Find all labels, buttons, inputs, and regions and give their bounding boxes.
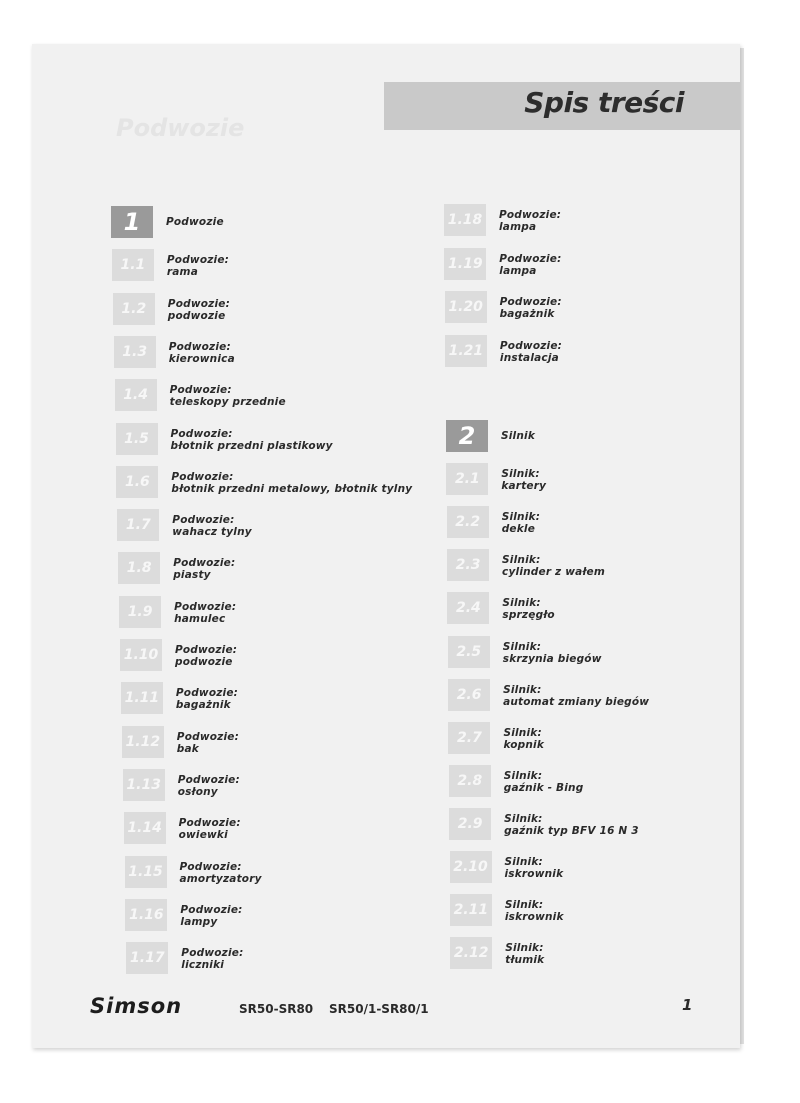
section-heading: Podwozie:: [499, 296, 562, 308]
section-label: [173, 557, 235, 581]
section-subtitle: podwozie: [175, 656, 233, 668]
section-number-badge: 1.17: [126, 942, 168, 974]
section-subtitle: sprzęgło: [502, 609, 555, 622]
section-number-badge: 1.21: [445, 335, 487, 367]
section-number-badge: 2.7: [448, 722, 490, 754]
section-subtitle: teleskopy przednie: [169, 396, 286, 409]
section-label: [505, 856, 564, 880]
section-subtitle: gaźnik - Bing: [503, 781, 584, 794]
section-subtitle: kopnik: [503, 738, 545, 751]
section-heading: Silnik:: [504, 899, 544, 912]
section-number-badge: 1.19: [444, 248, 486, 280]
section-label: [505, 899, 564, 923]
section-subtitle: lampa: [499, 264, 537, 277]
section-heading: Podwozie:: [180, 903, 243, 916]
section-number-badge: 1.7: [117, 509, 159, 541]
section-label: [175, 644, 237, 668]
section-number-badge: 1.18: [444, 204, 486, 236]
section-subtitle: błotnik przedni metalowy, błotnik tylny: [171, 482, 413, 495]
section-subtitle: cylinder z wałem: [502, 566, 606, 579]
section-number-badge: 1.3: [114, 336, 156, 368]
section-label: [501, 430, 535, 442]
section-label: [499, 253, 561, 277]
section-label: [503, 641, 602, 665]
section-heading: Podwozie:: [169, 384, 232, 397]
section-heading: Podwozie:: [171, 470, 234, 483]
section-number-badge: 1.13: [123, 769, 165, 801]
section-label: [501, 468, 546, 492]
section-heading: Silnik: [501, 430, 536, 442]
section-subtitle: bagażnik: [175, 699, 231, 712]
section-heading: Podwozie:: [179, 860, 242, 873]
page-number: 1: [682, 996, 693, 1014]
section-subtitle: lampy: [180, 915, 218, 928]
section-label: [166, 216, 224, 228]
section-label: [176, 687, 238, 711]
section-subtitle: kartery: [501, 480, 547, 493]
section-heading: Podwozie:: [181, 947, 244, 960]
section-label: [172, 514, 252, 538]
section-subtitle: iskrownik: [504, 868, 564, 880]
section-heading: Silnik:: [504, 812, 543, 825]
section-label: [179, 817, 241, 841]
section-label: [177, 731, 239, 755]
section-heading: Silnik:: [501, 511, 541, 524]
section-number-badge: 1.1: [112, 249, 154, 281]
page-edge-shadow: [740, 48, 744, 1044]
section-label: [499, 209, 561, 233]
section-number-badge: 1.20: [445, 291, 487, 323]
section-number-badge: 1.12: [122, 726, 164, 758]
section-label: [174, 601, 236, 625]
section-label: [502, 554, 605, 578]
section-heading: Podwozie:: [167, 297, 230, 310]
page-title: Spis treści: [524, 86, 684, 119]
section-subtitle: bak: [176, 742, 199, 755]
section-number-badge: 2.3: [447, 549, 489, 581]
section-number-badge: 1.2: [113, 293, 155, 325]
section-heading: Podwozie:: [499, 209, 562, 221]
section-number-badge: 1.4: [115, 379, 157, 411]
section-label: [500, 296, 562, 320]
section-heading: Podwozie:: [168, 340, 231, 353]
section-heading: Podwozie:: [499, 252, 562, 265]
section-subtitle: tłumik: [505, 954, 545, 967]
section-subtitle: kierownica: [168, 352, 235, 365]
section-label: [180, 904, 242, 928]
section-number-badge: 1.11: [121, 682, 163, 714]
section-heading: Silnik:: [503, 769, 543, 782]
section-heading: Podwozie:: [172, 514, 235, 527]
section-label: [502, 597, 554, 621]
section-heading: Podwozie:: [174, 600, 237, 613]
section-number-badge: 2.2: [447, 506, 489, 538]
section-label: [505, 942, 544, 966]
section-heading: Podwozie:: [166, 254, 230, 267]
section-heading: Silnik:: [505, 942, 544, 955]
section-heading: Podwozie:: [178, 817, 241, 830]
section-label: [178, 774, 240, 798]
section-label: [171, 428, 333, 452]
section-label: [171, 471, 412, 495]
section-number-badge: 2.10: [450, 851, 492, 883]
section-label: [503, 684, 649, 708]
section-heading: Podwozie:: [175, 644, 238, 656]
section-heading: Silnik:: [502, 640, 542, 653]
section-label: [169, 341, 235, 365]
section-number-badge: 2.5: [448, 636, 490, 668]
section-subtitle: liczniki: [181, 959, 225, 972]
section-subtitle: osłony: [177, 785, 218, 798]
section-subtitle: dekle: [501, 523, 536, 536]
section-subtitle: owiewki: [178, 829, 228, 842]
section-subtitle: hamulec: [174, 612, 226, 625]
section-number-badge: 2.4: [447, 592, 489, 624]
section-label: [500, 340, 562, 364]
section-heading: Silnik:: [504, 856, 543, 868]
section-number-badge: 1.14: [124, 812, 166, 844]
section-subtitle: gaźnik typ BFV 16 N 3: [504, 824, 639, 837]
section-number-badge: 2.8: [449, 765, 491, 797]
section-label: [181, 947, 243, 971]
section-number-badge: 2: [446, 420, 488, 452]
section-label: [180, 861, 262, 885]
section-number-badge: 1.6: [116, 466, 158, 498]
section-subtitle: błotnik przedni plastikowy: [170, 439, 333, 452]
section-number-badge: 2.9: [449, 808, 491, 840]
section-number-badge: 2.6: [448, 679, 490, 711]
section-subtitle: instalacja: [499, 351, 559, 364]
section-heading: Silnik:: [502, 597, 541, 610]
section-heading: Podwozie:: [173, 557, 236, 570]
section-label: [504, 770, 584, 794]
section-number-badge: 2.1: [446, 463, 488, 495]
section-number-badge: 1.9: [119, 596, 161, 628]
section-heading: Podwozie:: [170, 427, 233, 440]
section-heading: Podwozie:: [177, 773, 240, 786]
title-banner: [384, 82, 740, 130]
document-page: [32, 44, 740, 1048]
section-heading: Podwozie: [166, 216, 224, 228]
section-heading: Podwozie:: [176, 730, 239, 743]
section-label: [168, 298, 230, 322]
section-subtitle: skrzynia biegów: [502, 652, 602, 665]
footer-models-b: SR50/1-SR80/1: [329, 1002, 429, 1016]
section-number-badge: 1.8: [118, 552, 160, 584]
watermark-text: Podwozie: [116, 114, 245, 142]
section-subtitle: bagażnik: [499, 308, 555, 320]
section-label: [170, 384, 286, 408]
section-number-badge: 1.10: [120, 639, 162, 671]
section-subtitle: podwozie: [167, 309, 226, 322]
section-number-badge: 1.16: [125, 899, 167, 931]
section-number-badge: 1.15: [125, 856, 167, 888]
section-heading: Podwozie:: [175, 687, 239, 700]
section-label: [504, 813, 639, 837]
section-label: [503, 727, 544, 751]
section-subtitle: wahacz tylny: [172, 526, 252, 539]
section-heading: Silnik:: [503, 683, 542, 696]
section-number-badge: 1: [111, 206, 153, 238]
section-heading: Podwozie:: [499, 339, 563, 352]
section-subtitle: rama: [166, 266, 198, 279]
section-heading: Silnik:: [503, 726, 542, 739]
section-heading: Silnik:: [501, 468, 540, 481]
brand-logo: Simson: [90, 994, 183, 1018]
section-subtitle: automat zmiany biegów: [503, 695, 650, 708]
section-label: [167, 254, 229, 278]
section-heading: Silnik:: [502, 554, 541, 567]
section-subtitle: iskrownik: [504, 911, 564, 924]
section-subtitle: amortyzatory: [179, 872, 262, 885]
section-subtitle: piasty: [173, 569, 211, 582]
footer-models-a: SR50-SR80: [239, 1002, 314, 1016]
section-number-badge: 2.12: [450, 937, 492, 969]
section-number-badge: 2.11: [450, 894, 492, 926]
section-number-badge: 1.5: [116, 423, 158, 455]
section-label: [502, 511, 540, 535]
section-subtitle: lampa: [499, 221, 537, 233]
